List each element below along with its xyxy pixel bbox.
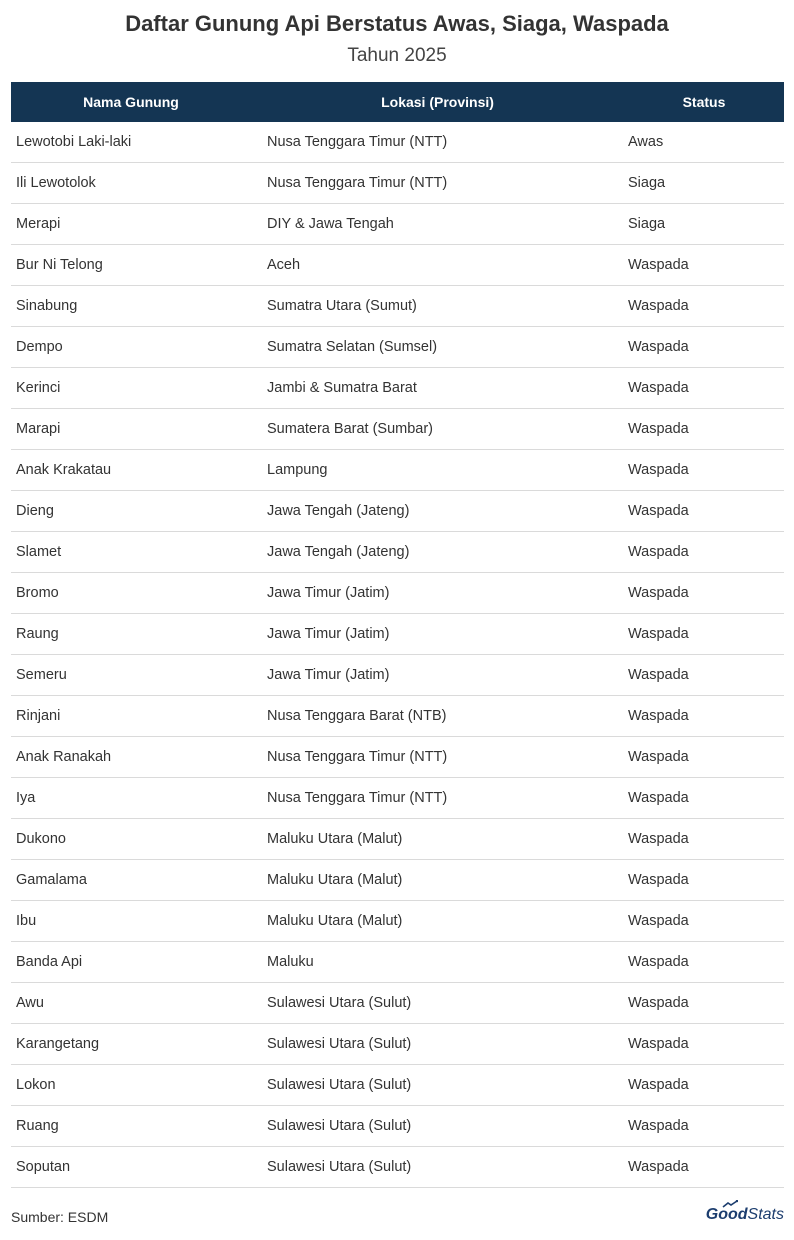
cell-location: Aceh (267, 257, 301, 273)
table-header (11, 82, 784, 122)
cell-location: Jawa Tengah (Jateng) (267, 544, 410, 560)
cell-location: Sulawesi Utara (Sulut) (267, 1077, 412, 1093)
table-row (11, 286, 784, 327)
table-row (11, 737, 784, 778)
cell-volcano-name: Marapi (16, 421, 61, 437)
table-row (11, 901, 784, 942)
cell-volcano-name: Gamalama (16, 872, 87, 888)
cell-location: Jawa Timur (Jatim) (267, 667, 390, 683)
cell-volcano-name: Lewotobi Laki-laki (16, 134, 132, 150)
cell-volcano-name: Soputan (16, 1159, 71, 1175)
cell-volcano-name: Anak Ranakah (16, 749, 112, 765)
cell-status: Waspada (628, 954, 689, 970)
logo-text-good: Good (705, 1206, 748, 1223)
cell-volcano-name: Anak Krakatau (16, 462, 112, 478)
cell-volcano-name: Sinabung (16, 298, 78, 314)
cell-volcano-name: Dempo (16, 339, 63, 355)
cell-location: Sumatera Barat (Sumbar) (267, 421, 434, 437)
table-row (11, 409, 784, 450)
cell-location: Maluku Utara (Malut) (267, 831, 403, 847)
cell-status: Waspada (628, 1077, 689, 1093)
table-row (11, 1147, 784, 1188)
table-row (11, 122, 784, 163)
cell-location: Jawa Tengah (Jateng) (267, 503, 410, 519)
cell-status: Waspada (628, 667, 689, 683)
table-row (11, 1106, 784, 1147)
cell-status: Siaga (628, 175, 666, 191)
cell-location: Nusa Tenggara Barat (NTB) (267, 708, 447, 724)
cell-status: Waspada (628, 913, 689, 929)
table-row (11, 327, 784, 368)
cell-status: Waspada (628, 1118, 689, 1134)
cell-location: Nusa Tenggara Timur (NTT) (267, 134, 448, 150)
cell-volcano-name: Ili Lewotolok (16, 175, 96, 191)
cell-status: Waspada (628, 544, 689, 560)
cell-status: Waspada (628, 339, 689, 355)
cell-status: Waspada (628, 503, 689, 519)
cell-location: Sumatra Selatan (Sumsel) (267, 339, 438, 355)
page-title: Daftar Gunung Api Berstatus Awas, Siaga, Waspada (125, 11, 669, 36)
trend-arrow-icon (722, 1200, 738, 1208)
cell-status: Waspada (628, 626, 689, 642)
cell-status: Waspada (628, 749, 689, 765)
cell-location: Nusa Tenggara Timur (NTT) (267, 749, 448, 765)
table-row (11, 778, 784, 819)
cell-volcano-name: Slamet (16, 544, 62, 560)
table-row (11, 942, 784, 983)
table-row (11, 245, 784, 286)
cell-location: Sulawesi Utara (Sulut) (267, 995, 412, 1011)
table-row (11, 819, 784, 860)
cell-location: DIY & Jawa Tengah (267, 216, 394, 232)
table-row (11, 573, 784, 614)
cell-volcano-name: Iya (16, 790, 36, 806)
cell-location: Sumatra Utara (Sumut) (267, 298, 417, 314)
table-row (11, 368, 784, 409)
cell-location: Nusa Tenggara Timur (NTT) (267, 790, 448, 806)
cell-location: Lampung (267, 462, 328, 478)
cell-location: Sulawesi Utara (Sulut) (267, 1036, 412, 1052)
cell-status: Waspada (628, 585, 689, 601)
cell-status: Awas (628, 134, 664, 150)
table-row (11, 696, 784, 737)
table-row (11, 1024, 784, 1065)
table-row (11, 1065, 784, 1106)
cell-location: Maluku Utara (Malut) (267, 913, 403, 929)
table-row (11, 983, 784, 1024)
cell-location: Jambi & Sumatra Barat (267, 380, 417, 396)
table-row (11, 860, 784, 901)
cell-volcano-name: Semeru (16, 667, 67, 683)
source-note: Sumber: ESDM (11, 1209, 109, 1225)
cell-volcano-name: Merapi (16, 216, 61, 232)
cell-status: Waspada (628, 421, 689, 437)
cell-location: Jawa Timur (Jatim) (267, 626, 390, 642)
cell-status: Waspada (628, 462, 689, 478)
cell-volcano-name: Karangetang (16, 1036, 100, 1052)
table-row (11, 204, 784, 245)
cell-volcano-name: Raung (16, 626, 59, 642)
cell-status: Waspada (628, 831, 689, 847)
cell-location: Sulawesi Utara (Sulut) (267, 1159, 412, 1175)
cell-volcano-name: Dieng (16, 503, 54, 519)
cell-volcano-name: Dukono (16, 831, 66, 847)
page-subtitle: Tahun 2025 (347, 45, 447, 66)
cell-status: Siaga (628, 216, 666, 232)
table-row (11, 163, 784, 204)
cell-location: Nusa Tenggara Timur (NTT) (267, 175, 448, 191)
cell-status: Waspada (628, 1159, 689, 1175)
cell-status: Waspada (628, 298, 689, 314)
cell-status: Waspada (628, 1036, 689, 1052)
table-row (11, 532, 784, 573)
table-row (11, 655, 784, 696)
column-header-name: Nama Gunung (83, 94, 179, 110)
cell-status: Waspada (628, 790, 689, 806)
column-header-status: Status (682, 94, 726, 110)
cell-volcano-name: Lokon (16, 1077, 56, 1093)
cell-status: Waspada (628, 380, 689, 396)
cell-volcano-name: Rinjani (16, 708, 61, 724)
cell-volcano-name: Awu (16, 995, 44, 1011)
table-row (11, 614, 784, 655)
column-header-location: Lokasi (Provinsi) (381, 94, 494, 110)
volcano-table (11, 82, 784, 1188)
logo-text-stats: Stats (747, 1206, 784, 1223)
cell-status: Waspada (628, 995, 689, 1011)
cell-volcano-name: Kerinci (16, 380, 61, 396)
goodstats-logo (706, 1206, 784, 1224)
cell-location: Jawa Timur (Jatim) (267, 585, 390, 601)
cell-status: Waspada (628, 708, 689, 724)
cell-volcano-name: Bromo (16, 585, 59, 601)
cell-volcano-name: Ruang (16, 1118, 59, 1134)
cell-location: Sulawesi Utara (Sulut) (267, 1118, 412, 1134)
table-row (11, 450, 784, 491)
cell-location: Maluku Utara (Malut) (267, 872, 403, 888)
cell-location: Maluku (267, 954, 314, 970)
cell-volcano-name: Banda Api (16, 954, 83, 970)
cell-status: Waspada (628, 257, 689, 273)
table-row (11, 491, 784, 532)
cell-volcano-name: Bur Ni Telong (16, 257, 103, 273)
cell-status: Waspada (628, 872, 689, 888)
table-body (11, 122, 784, 1188)
cell-volcano-name: Ibu (16, 913, 37, 929)
